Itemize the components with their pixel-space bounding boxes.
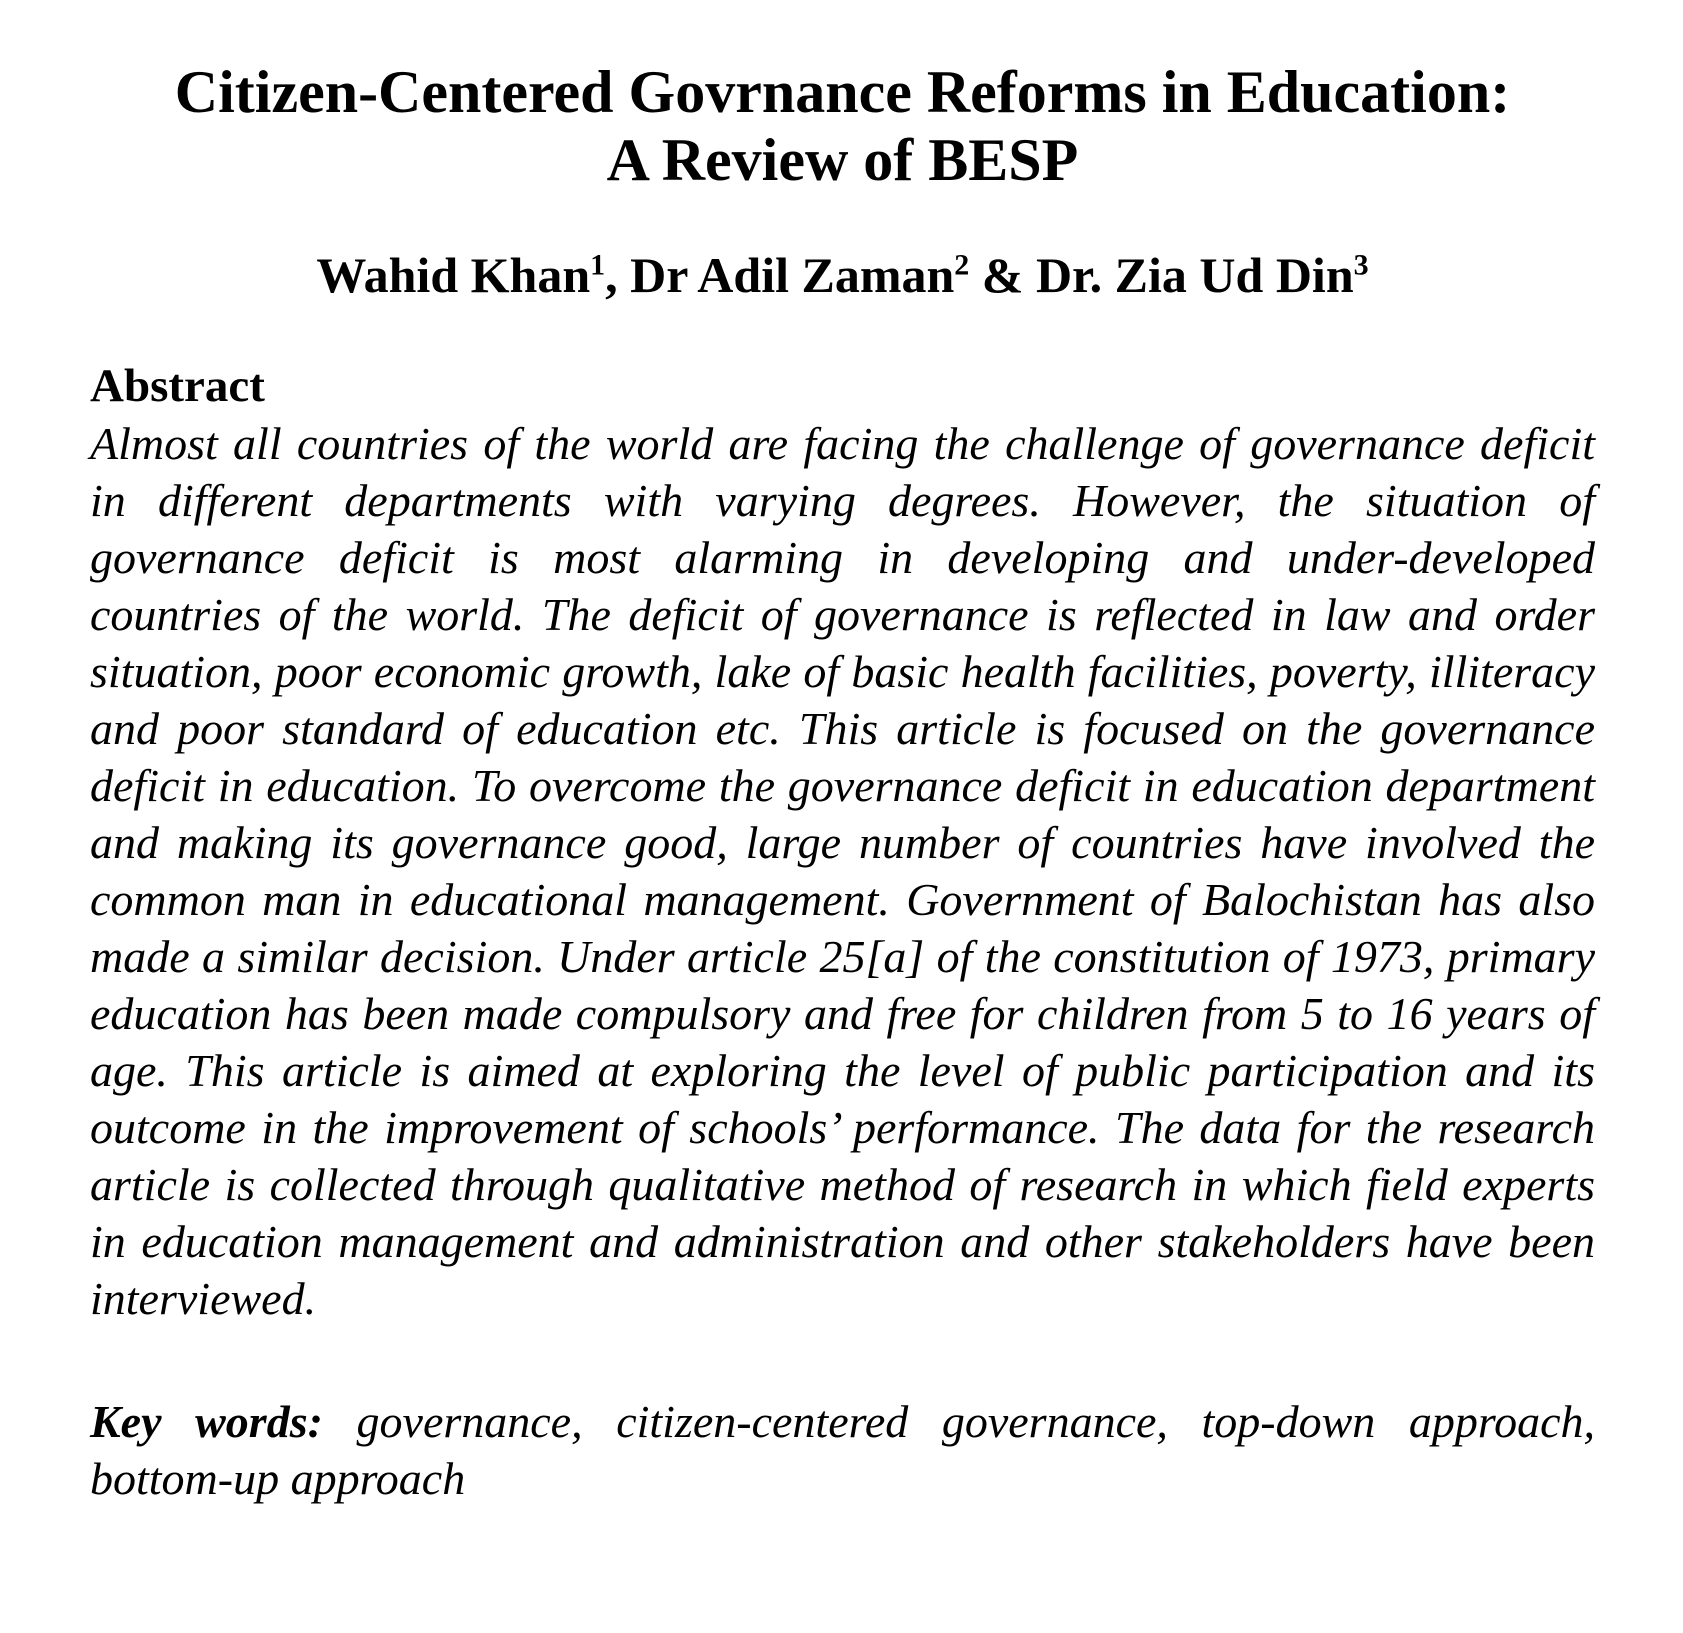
- author-name: , Dr Adil Zaman: [605, 247, 955, 303]
- keywords-text: governance, citizen-centered governance, top-down approach, bottom-up approach: [90, 1396, 1595, 1504]
- abstract-body: Almost all countries of the world are facing the challenge of governance deficit in different departments with varying degrees. However, the situation of governance deficit is most alarming in developing and under-developed countries of the world. The deficit of governance is reflected in law and order situation, poor economic growth, lake of basic health facilities, poverty, illiteracy and poor standard of education etc. This article is focused on the governance deficit in education. To overcome the governance deficit in education department and making its governance good, large number of countries have involved the common man in educational management. Government of Balochistan has also made a similar decision. Under article 25[a] of the constitution of 1973, primary education has been made compulsory and free for children from 5 to 16 years of age. This article is aimed at exploring the level of public participation and its outcome in the improvement of schools’ performance. The data for the research article is collected through qualitative method of research in which field experts in education management and administration and other stakeholders have been interviewed.: [90, 418, 1595, 1324]
- paper-title-line1: Citizen-Centered Govrnance Reforms in Education:: [174, 59, 1511, 125]
- author-superscript: 1: [590, 248, 606, 282]
- authors-line: [90, 246, 1595, 304]
- author-name: & Dr. Zia Ud Din: [969, 247, 1354, 303]
- paper-title: [90, 58, 1595, 194]
- abstract-heading: Abstract: [90, 360, 265, 412]
- author-superscript: 2: [954, 248, 970, 282]
- paper-title-line2: A Review of BESP: [606, 127, 1079, 193]
- author-superscript: 3: [1353, 248, 1369, 282]
- keywords-label: Key words:: [90, 1396, 323, 1447]
- author-name: Wahid Khan: [316, 247, 591, 303]
- keywords-paragraph: [90, 1393, 1595, 1507]
